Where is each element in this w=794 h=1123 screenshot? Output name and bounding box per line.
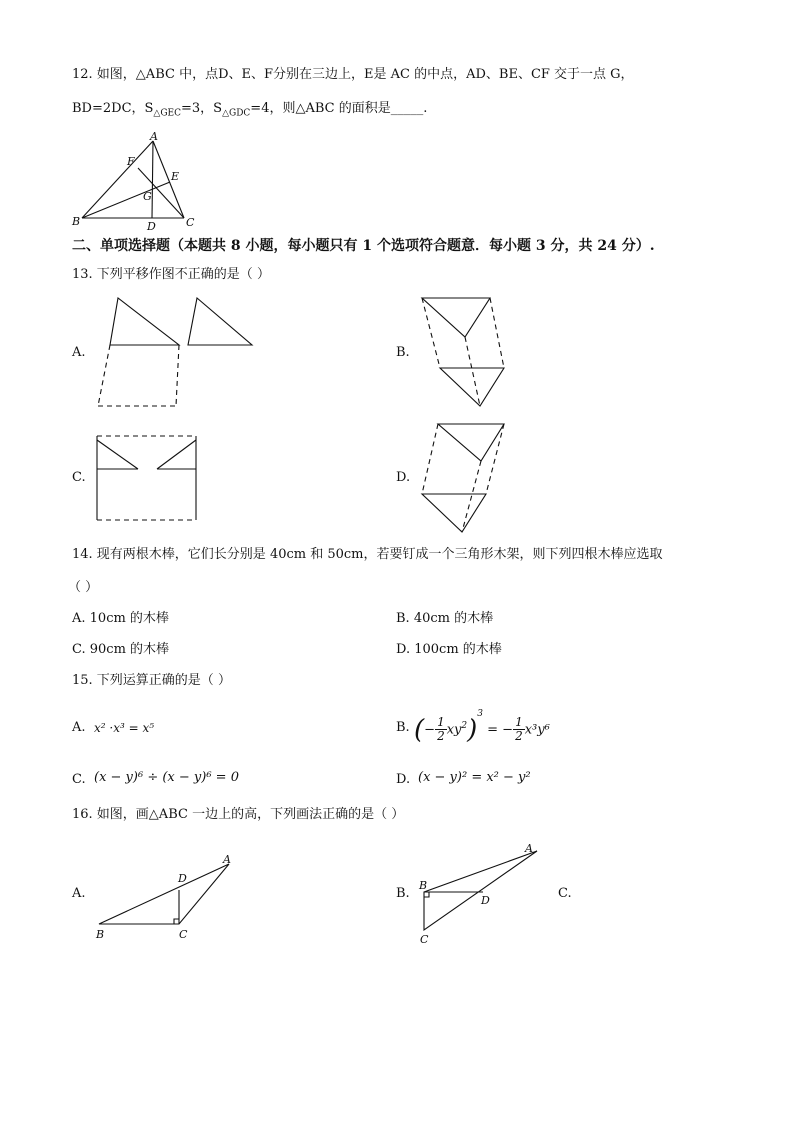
q12-label-d: D [147,220,156,233]
q16-option-c-label: C. [558,886,572,901]
section2-heading: 二、单项选择题（本题共 8 小题，每小题只有 1 个选项符合题意．每小题 3 分，共 24 分）. [72,238,655,254]
q15-option-a-label: A. [72,720,86,735]
q15-stem: 15. 下列运算正确的是（ ） [72,673,231,688]
q14-stem: 14. 现有两根木棒，它们长分别是 40cm 和 50cm，若要钉成一个三角形木架，则下列四根木棒应选取 [72,547,663,562]
q16-option-b-figure [414,838,549,953]
q14-option-c: C. 90cm 的木棒 [72,642,170,657]
q13-option-b-figure [412,292,512,414]
q15-option-d-expr: (x − y)² = x² − y² [418,770,531,785]
q12-label-b: B [72,215,81,228]
q15-option-c-label: C. [72,772,86,787]
q15-option-d-label: D. [396,772,411,787]
q12-label-c: C [186,216,195,229]
q12-label-a: A [150,130,158,143]
q15-option-b-expr: (− $\frac{1}{2}$ $xy^2)^3$ = − $\frac{1}{2}$ x³y⁶ [414,709,550,745]
q16a-label-b: B [96,928,105,941]
q16-option-a-figure [90,850,240,945]
q13-option-a-figure [92,292,262,414]
q12-line2: BD=2DC，$S_{\triangle GEC}=3$，$S_{\triangle GDC}=4$，则△ABC 的面积是_____. [72,101,428,119]
q16a-label-d: D [178,872,187,885]
q15-option-c-expr: (x − y)⁶ ÷ (x − y)⁶ = 0 [94,770,239,785]
q16-stem: 16. 如图，画△ABC 一边上的高，下列画法正确的是（ ） [72,807,405,822]
q12-label-g: G [143,190,152,203]
q16b-label-d: D [481,894,490,907]
q13-option-a-label: A. [72,345,86,360]
q13-option-c-label: C. [72,470,86,485]
q13-option-c-figure [90,428,205,526]
q15-option-b-label: B. [396,720,410,735]
q13-stem: 13. 下列平移作图不正确的是（ ） [72,267,270,282]
q15-option-a-expr: x² ·x³ = x⁵ [94,721,155,735]
q12-label-e: E [171,170,180,183]
q16a-label-c: C [179,928,188,941]
q13-option-d-label: D. [396,470,411,485]
q14-answer-paren: （ ） [68,580,99,595]
q14-option-b: B. 40cm 的木棒 [396,611,494,626]
q16b-label-c: C [420,933,429,946]
q16b-label-a: A [525,842,533,855]
q12-label-f: F [127,155,135,168]
q13-option-d-figure [414,418,514,536]
q13-option-b-label: B. [396,345,410,360]
q16-option-a-label: A. [72,886,86,901]
q16b-label-b: B [419,879,428,892]
q16a-label-a: A [223,853,231,866]
q16-option-b-label: B. [396,886,410,901]
q12-triangle-figure [66,130,206,235]
q12-line1: 12. 如图，△ABC 中，点D、E、F分别在三边上，E是 AC 的中点，AD、BE、CF 交于一点 G， [72,67,634,82]
q14-option-d: D. 100cm 的木棒 [396,642,502,657]
q14-option-a: A. 10cm 的木棒 [72,611,169,626]
